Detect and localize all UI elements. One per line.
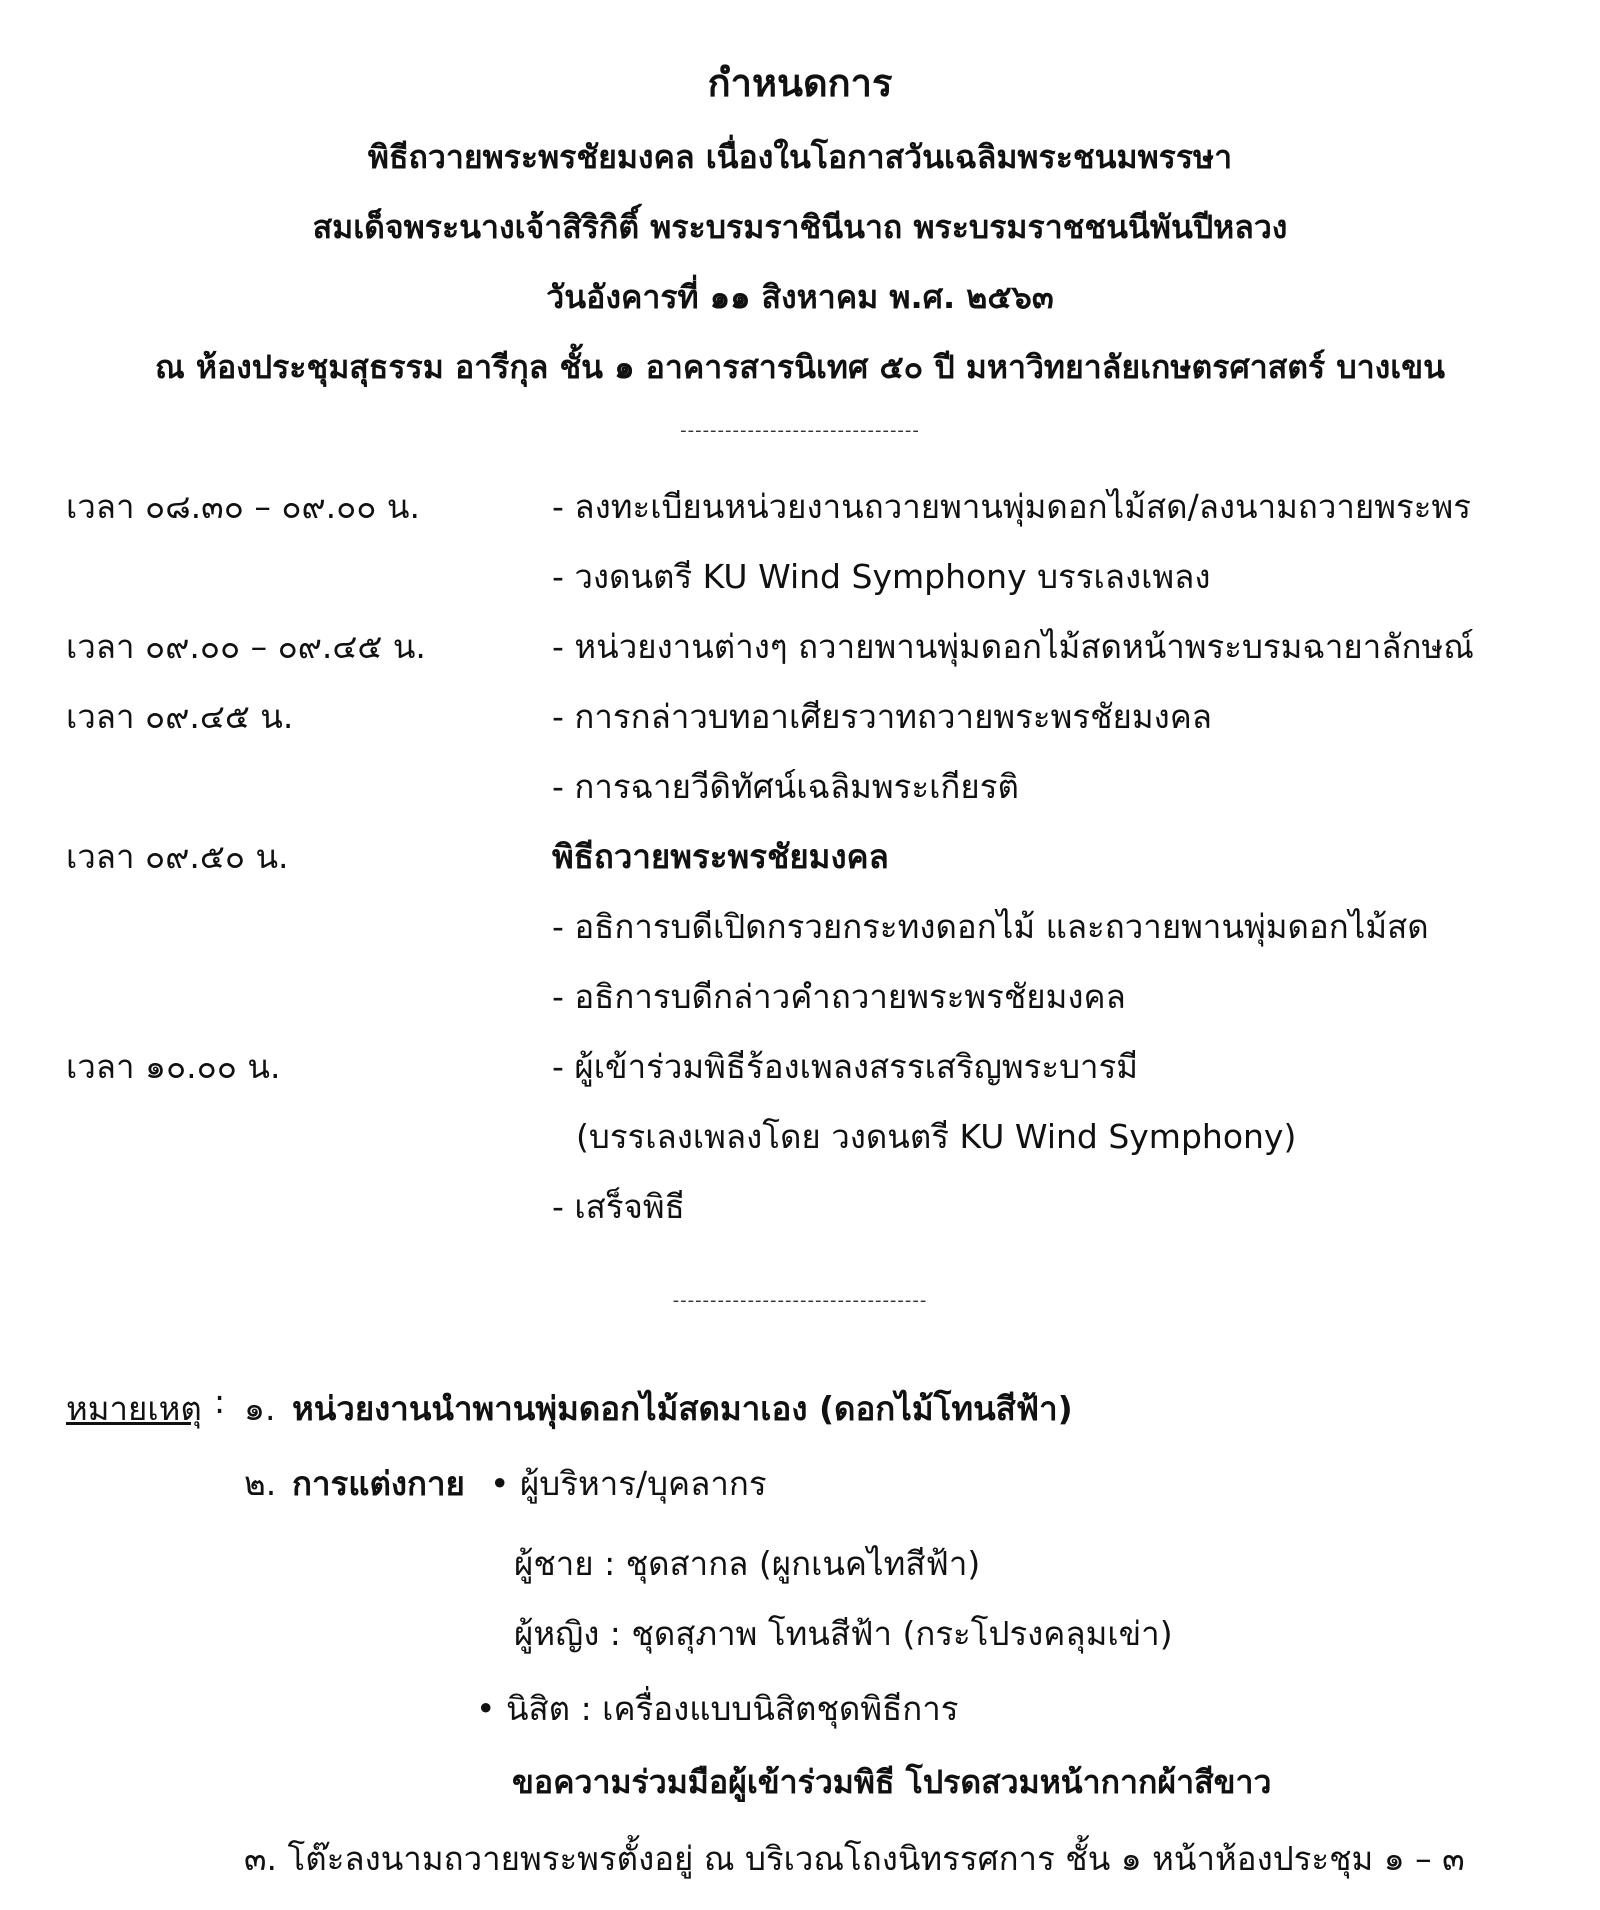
note2-female-dress: ผู้หญิง : ชุดสุภาพ โทนสีฟ้า (กระโปรงคลุมเข่า) — [514, 1614, 1173, 1653]
document-title: กำหนดการ — [707, 61, 893, 105]
item-band: - วงดนตรี KU Wind Symphony บรรเลงเพลง — [552, 557, 1211, 596]
note2-staff-bullet: • ผู้บริหาร/บุคลากร — [490, 1464, 767, 1503]
notes-colon: : — [214, 1382, 226, 1421]
note1-number: ๑. — [244, 1389, 276, 1428]
venue-heading: ณ ห้องประชุมสุธรรม อารีกุล ชั้น ๑ อาคารสารนิเทศ ๕๐ ปี มหาวิทยาลัยเกษตรศาสตร์ บางเขน — [155, 348, 1445, 386]
note2-number: ๒. — [244, 1464, 277, 1503]
time-0950: เวลา ๐๙.๕๐ น. — [66, 837, 289, 876]
note1-text: หน่วยงานนำพานพุ่มดอกไม้สดมาเอง (ดอกไม้โทนสีฟ้า) — [292, 1389, 1073, 1428]
royal-title-heading: สมเด็จพระนางเจ้าสิริกิติ์ พระบรมราชินีนาถ พระบรมราชชนนีพันปีหลวง — [312, 208, 1288, 246]
note2-heading: การแต่งกาย — [292, 1464, 465, 1503]
item-anthem-note: (บรรเลงเพลงโดย วงดนตรี KU Wind Symphony) — [576, 1117, 1297, 1156]
note2-male-dress: ผู้ชาย : ชุดสากล (ผูกเนคไทสีฟ้า) — [514, 1544, 981, 1583]
time-0945: เวลา ๐๙.๔๕ น. — [66, 697, 294, 736]
notes-label: หมายเหตุ — [66, 1389, 202, 1428]
item-ceremony-heading: พิธีถวายพระพรชัยมงคล — [552, 837, 889, 876]
item-video: - การฉายวีดิทัศน์เฉลิมพระเกียรติ — [552, 767, 1019, 806]
time-1000: เวลา ๑๐.๐๐ น. — [66, 1047, 281, 1086]
item-registration: - ลงทะเบียนหน่วยงานถวายพานพุ่มดอกไม้สด/ลงนามถวายพระพร — [552, 487, 1471, 526]
schedule-separator: ---------------------------------- — [672, 1290, 928, 1311]
note2-student-bullet: • นิสิต : เครื่องแบบนิสิตชุดพิธีการ — [476, 1689, 959, 1728]
item-offerings: - หน่วยงานต่างๆ ถวายพานพุ่มดอกไม้สดหน้าพระบรมฉายาลักษณ์ — [552, 627, 1474, 666]
header-separator: -------------------------------- — [680, 420, 920, 441]
mask-request: ขอความร่วมมือผู้เข้าร่วมพิธี โปรดสวมหน้ากากผ้าสีขาว — [512, 1763, 1272, 1801]
ceremony-heading: พิธีถวายพระพรชัยมงคล เนื่องในโอกาสวันเฉลิมพระชนมพรรษา — [367, 138, 1233, 176]
item-anthem: - ผู้เข้าร่วมพิธีร้องเพลงสรรเสริญพระบารมี — [552, 1047, 1139, 1086]
item-rector-opens: - อธิการบดีเปิดกรวยกระทงดอกไม้ และถวายพานพุ่มดอกไม้สด — [552, 907, 1429, 946]
item-end: - เสร็จพิธี — [552, 1187, 685, 1226]
item-poem: - การกล่าวบทอาเศียรวาทถวายพระพรชัยมงคล — [552, 697, 1212, 736]
time-0830: เวลา ๐๘.๓๐ – ๐๙.๐๐ น. — [66, 487, 420, 526]
time-0900: เวลา ๐๙.๐๐ – ๐๙.๔๕ น. — [66, 627, 426, 666]
item-rector-speech: - อธิการบดีกล่าวคำถวายพระพรชัยมงคล — [552, 977, 1126, 1016]
date-heading: วันอังคารที่ ๑๑ สิงหาคม พ.ศ. ๒๕๖๓ — [546, 278, 1054, 316]
note3-text: ๓. โต๊ะลงนามถวายพระพรตั้งอยู่ ณ บริเวณโถงนิทรรศการ ชั้น ๑ หน้าห้องประชุม ๑ – ๓ — [244, 1839, 1465, 1878]
